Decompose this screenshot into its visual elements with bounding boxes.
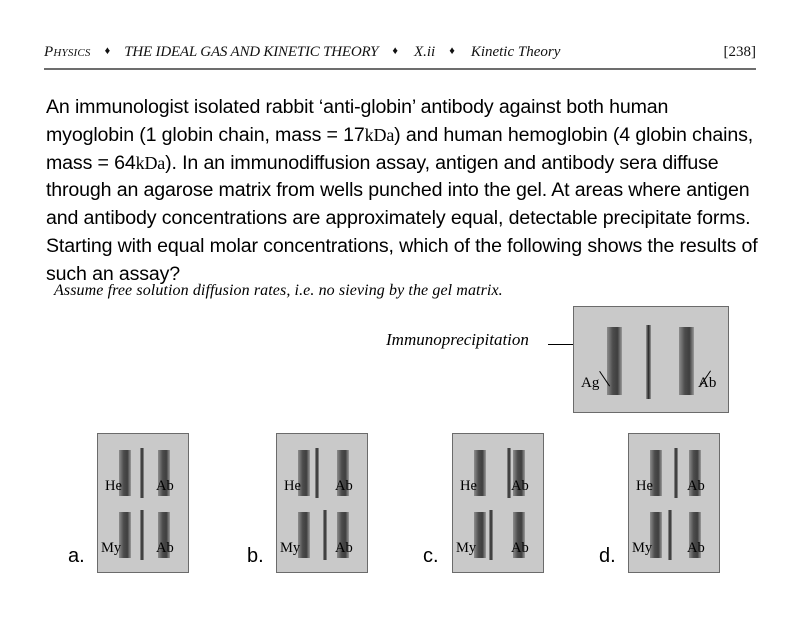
well-label-bottom-left: My — [101, 540, 122, 556]
option-letter-d: d. — [599, 545, 616, 567]
well-label-bottom-left: My — [632, 540, 653, 556]
answer-option-b[interactable] — [276, 433, 368, 573]
page-number: [238] — [723, 44, 756, 60]
well-label-bottom-right: Ab — [156, 540, 174, 556]
option-letter-b: b. — [247, 545, 264, 567]
precipitation-band-top — [315, 448, 319, 498]
header-discipline: Physics — [44, 44, 91, 60]
well-label-top-left: He — [636, 478, 653, 494]
well-label-top-right: Ab — [156, 478, 174, 494]
precipitation-band-top — [674, 448, 678, 498]
header-title: THE IDEAL GAS AND KINETIC THEORY — [124, 44, 379, 60]
well-label-top-left: He — [105, 478, 122, 494]
option-letter-c: c. — [423, 545, 439, 567]
header-rule — [44, 68, 756, 70]
header-subsection: Kinetic Theory — [470, 44, 561, 60]
antibody-well — [679, 327, 694, 395]
page-header — [44, 44, 756, 70]
antigen-well-label: Ag — [581, 375, 600, 391]
header-diamond-icon: ♦ — [449, 45, 455, 57]
antibody-well-label: Ab — [698, 375, 717, 391]
immunoprecipitation-label: Immunoprecipitation — [386, 330, 529, 349]
well-label-top-right: Ab — [687, 478, 705, 494]
question-unit-2: kDa — [135, 152, 166, 173]
question-part-1: An immunologist isolated rabbit ‘anti-globin’ antibody against both human myoglobin (1 globin chain, mass = 17 — [46, 96, 669, 146]
question-part-3: ). In an immunodiffusion assay, antigen and antibody sera diffuse through an agarose matrix from wells punched into the gel. At areas where antigen and antibody concentrations are approximately equal, detectable precipitate forms. Starting with equal molar concentrations, which of the following shows the results of such an assay? — [46, 151, 758, 285]
assume-note: Assume free solution diffusion rates, i.e. no sieving by the gel matrix. — [54, 282, 503, 299]
question-unit-1: kDa — [364, 124, 395, 145]
header-section: X.ii — [413, 44, 436, 60]
question-text — [46, 94, 758, 289]
precipitation-band-bottom — [140, 510, 144, 560]
answer-option-a[interactable] — [97, 433, 189, 573]
header-diamond-icon: ♦ — [104, 45, 111, 57]
example-gel-diagram — [573, 306, 729, 413]
header-diamond-icon: ♦ — [392, 45, 398, 57]
well-label-bottom-right: Ab — [335, 540, 353, 556]
question-part-2: ) and human hemoglobin (4 globin chains, mass = 64 — [46, 123, 754, 174]
well-label-bottom-right: Ab — [687, 540, 705, 556]
well-label-bottom-right: Ab — [511, 540, 529, 556]
well-label-top-left: He — [284, 478, 301, 494]
well-label-bottom-left: My — [280, 540, 301, 556]
well-label-top-right: Ab — [511, 478, 529, 494]
precipitation-band-bottom — [323, 510, 327, 560]
well-label-top-right: Ab — [335, 478, 353, 494]
well-label-top-left: He — [460, 478, 477, 494]
well-label-bottom-left: My — [456, 540, 477, 556]
precipitation-band-top — [140, 448, 144, 498]
precipitation-band-bottom — [668, 510, 672, 560]
precipitation-band — [646, 325, 651, 399]
answer-option-c[interactable] — [452, 433, 544, 573]
option-letter-a: a. — [68, 545, 85, 567]
answer-option-d[interactable] — [628, 433, 720, 573]
precipitation-band-bottom — [489, 510, 493, 560]
